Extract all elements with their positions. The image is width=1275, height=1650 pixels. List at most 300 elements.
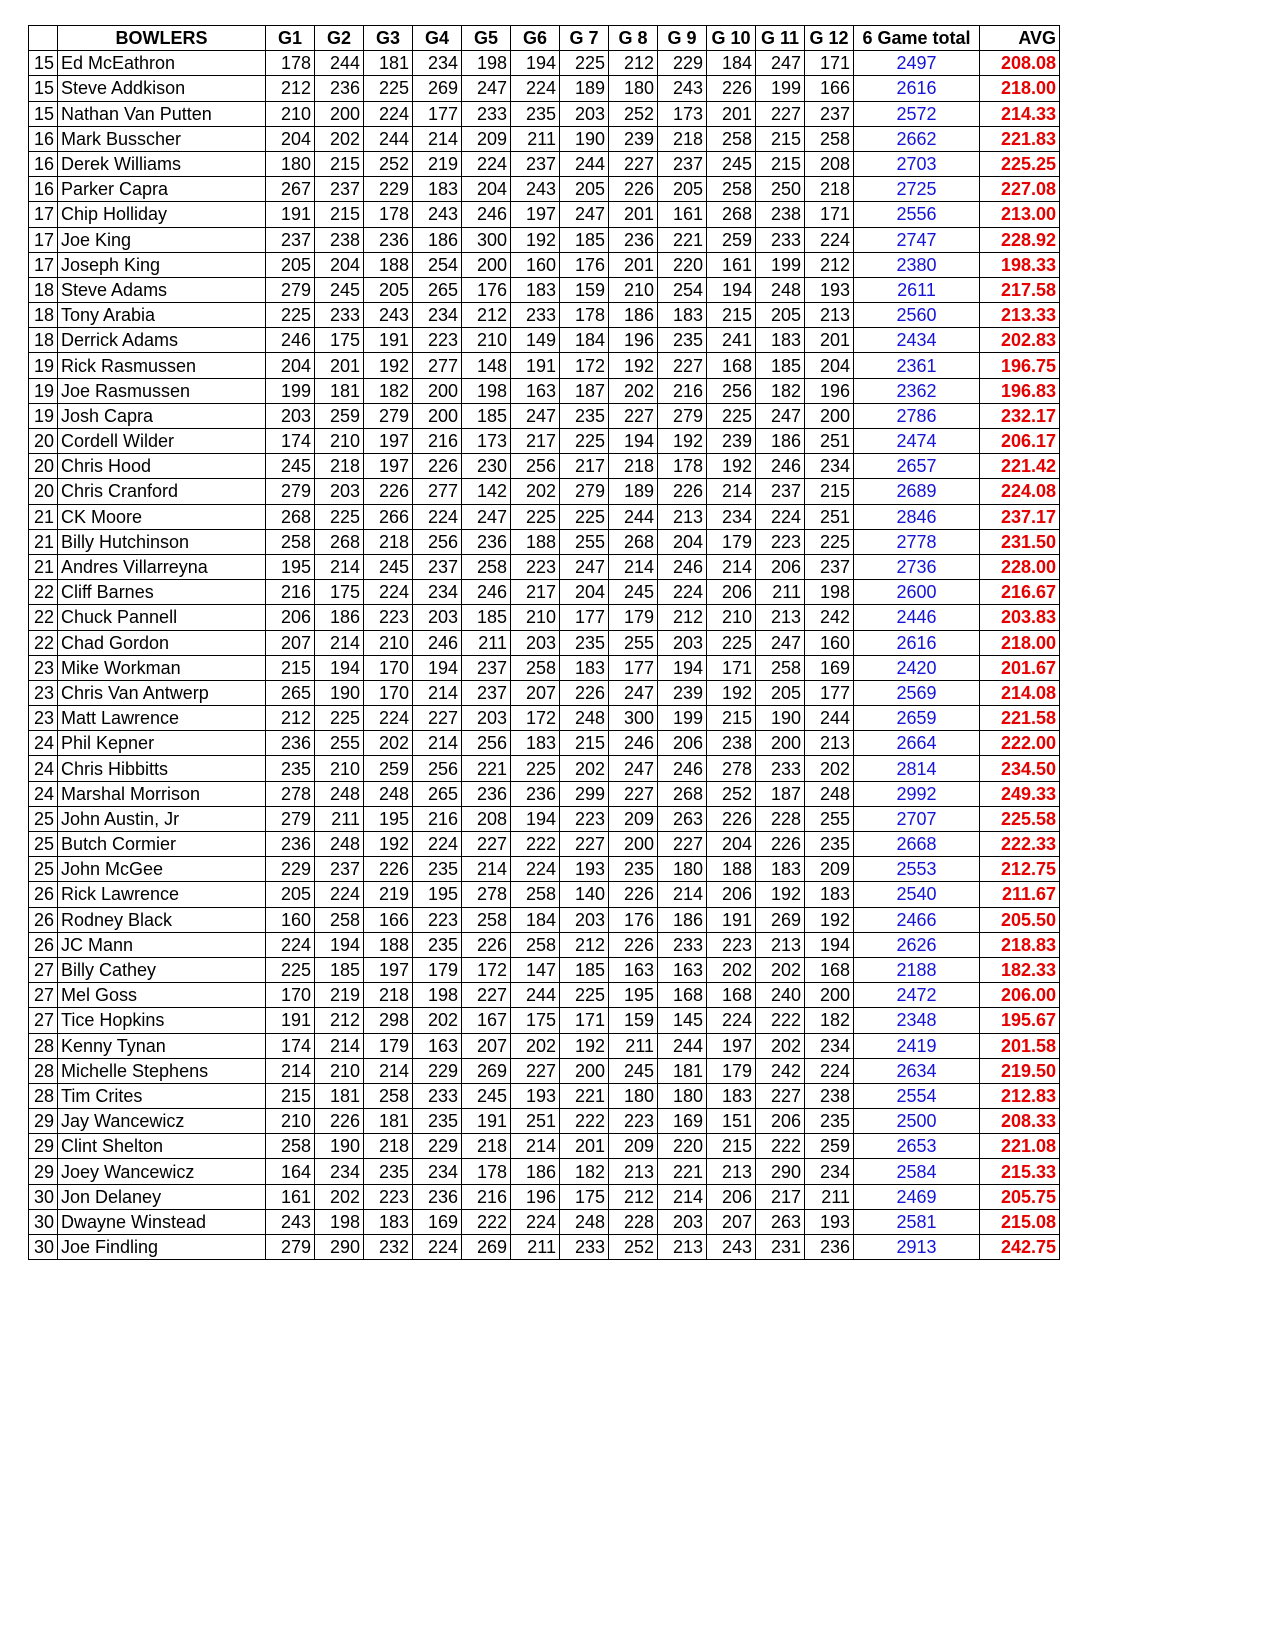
seed-cell: 19	[29, 403, 58, 428]
game-score-cell: 183	[511, 277, 560, 302]
bowler-name-cell: Jon Delaney	[58, 1184, 266, 1209]
game-score-cell: 279	[266, 277, 315, 302]
total-cell: 2600	[854, 580, 980, 605]
game-score-cell: 186	[756, 429, 805, 454]
game-score-cell: 195	[609, 983, 658, 1008]
game-score-cell: 168	[805, 957, 854, 982]
game-score-cell: 252	[609, 101, 658, 126]
game-score-cell: 224	[413, 504, 462, 529]
seed-cell: 18	[29, 328, 58, 353]
table-row	[29, 781, 1060, 806]
table-row	[29, 806, 1060, 831]
game-score-cell: 200	[560, 1058, 609, 1083]
game-score-cell: 279	[266, 806, 315, 831]
game-score-cell: 183	[805, 882, 854, 907]
game-score-cell: 214	[707, 479, 756, 504]
game-score-cell: 300	[609, 706, 658, 731]
game-score-cell: 179	[609, 605, 658, 630]
bowler-name-cell: Clint Shelton	[58, 1134, 266, 1159]
game-score-cell: 235	[511, 101, 560, 126]
game-score-cell: 200	[413, 403, 462, 428]
game-score-cell: 166	[805, 76, 854, 101]
game-score-cell: 233	[315, 303, 364, 328]
game-score-cell: 235	[266, 756, 315, 781]
total-cell: 2348	[854, 1008, 980, 1033]
game-score-cell: 171	[560, 1008, 609, 1033]
game-score-cell: 183	[658, 303, 707, 328]
game-score-cell: 258	[266, 529, 315, 554]
game-score-cell: 205	[756, 303, 805, 328]
game-score-cell: 269	[413, 76, 462, 101]
seed-cell: 20	[29, 429, 58, 454]
game-score-cell: 194	[413, 655, 462, 680]
game-score-cell: 167	[462, 1008, 511, 1033]
game-score-cell: 189	[560, 76, 609, 101]
game-score-cell: 227	[462, 832, 511, 857]
seed-cell: 17	[29, 227, 58, 252]
header-game-1: G1	[266, 26, 315, 51]
game-score-cell: 185	[560, 227, 609, 252]
game-score-cell: 202	[707, 957, 756, 982]
game-score-cell: 171	[805, 202, 854, 227]
table-row	[29, 151, 1060, 176]
table-row	[29, 76, 1060, 101]
table-row	[29, 504, 1060, 529]
game-score-cell: 248	[560, 706, 609, 731]
bowler-name-cell: CK Moore	[58, 504, 266, 529]
game-score-cell: 185	[756, 353, 805, 378]
game-score-cell: 279	[560, 479, 609, 504]
game-score-cell: 212	[266, 76, 315, 101]
game-score-cell: 278	[266, 781, 315, 806]
game-score-cell: 192	[560, 1033, 609, 1058]
game-score-cell: 196	[511, 1184, 560, 1209]
game-score-cell: 258	[462, 907, 511, 932]
avg-cell: 231.50	[980, 529, 1060, 554]
game-score-cell: 190	[756, 706, 805, 731]
game-score-cell: 189	[609, 479, 658, 504]
bowler-name-cell: Billy Cathey	[58, 957, 266, 982]
table-row	[29, 655, 1060, 680]
game-score-cell: 226	[609, 177, 658, 202]
game-score-cell: 177	[609, 655, 658, 680]
game-score-cell: 214	[511, 1134, 560, 1159]
game-score-cell: 145	[658, 1008, 707, 1033]
game-score-cell: 198	[413, 983, 462, 1008]
bowler-name-cell: Rodney Black	[58, 907, 266, 932]
header-game-8: G 8	[609, 26, 658, 51]
avg-cell: 201.67	[980, 655, 1060, 680]
game-score-cell: 207	[707, 1209, 756, 1234]
game-score-cell: 224	[364, 580, 413, 605]
seed-cell: 27	[29, 957, 58, 982]
game-score-cell: 247	[560, 202, 609, 227]
game-score-cell: 212	[609, 1184, 658, 1209]
table-row	[29, 177, 1060, 202]
game-score-cell: 226	[413, 454, 462, 479]
game-score-cell: 245	[266, 454, 315, 479]
game-score-cell: 258	[511, 932, 560, 957]
game-score-cell: 178	[462, 1159, 511, 1184]
total-cell: 2626	[854, 932, 980, 957]
game-score-cell: 206	[707, 882, 756, 907]
game-score-cell: 148	[462, 353, 511, 378]
game-score-cell: 279	[266, 479, 315, 504]
game-score-cell: 210	[707, 605, 756, 630]
game-score-cell: 181	[315, 1083, 364, 1108]
game-score-cell: 234	[805, 454, 854, 479]
game-score-cell: 192	[364, 832, 413, 857]
bowler-name-cell: Mel Goss	[58, 983, 266, 1008]
game-score-cell: 224	[707, 1008, 756, 1033]
game-score-cell: 183	[756, 328, 805, 353]
game-score-cell: 227	[609, 151, 658, 176]
game-score-cell: 234	[805, 1159, 854, 1184]
game-score-cell: 242	[805, 605, 854, 630]
game-score-cell: 191	[707, 907, 756, 932]
game-score-cell: 175	[315, 328, 364, 353]
game-score-cell: 278	[462, 882, 511, 907]
game-score-cell: 204	[266, 126, 315, 151]
game-score-cell: 214	[413, 680, 462, 705]
game-score-cell: 182	[805, 1008, 854, 1033]
game-score-cell: 252	[364, 151, 413, 176]
game-score-cell: 180	[266, 151, 315, 176]
game-score-cell: 187	[560, 378, 609, 403]
game-score-cell: 223	[756, 529, 805, 554]
game-score-cell: 227	[413, 706, 462, 731]
total-cell: 2474	[854, 429, 980, 454]
game-score-cell: 210	[609, 277, 658, 302]
game-score-cell: 240	[756, 983, 805, 1008]
table-row	[29, 202, 1060, 227]
game-score-cell: 177	[560, 605, 609, 630]
game-score-cell: 215	[315, 151, 364, 176]
game-score-cell: 234	[805, 1033, 854, 1058]
game-score-cell: 192	[364, 353, 413, 378]
avg-cell: 225.25	[980, 151, 1060, 176]
total-cell: 2992	[854, 781, 980, 806]
bowler-name-cell: Mike Workman	[58, 655, 266, 680]
game-score-cell: 193	[805, 277, 854, 302]
game-score-cell: 218	[364, 983, 413, 1008]
game-score-cell: 194	[658, 655, 707, 680]
total-cell: 2634	[854, 1058, 980, 1083]
game-score-cell: 202	[560, 756, 609, 781]
game-score-cell: 199	[658, 706, 707, 731]
avg-cell: 218.00	[980, 630, 1060, 655]
game-score-cell: 216	[462, 1184, 511, 1209]
game-score-cell: 245	[462, 1083, 511, 1108]
game-score-cell: 169	[658, 1109, 707, 1134]
game-score-cell: 225	[560, 429, 609, 454]
avg-cell: 249.33	[980, 781, 1060, 806]
game-score-cell: 212	[805, 252, 854, 277]
avg-cell: 213.33	[980, 303, 1060, 328]
game-score-cell: 225	[315, 706, 364, 731]
game-score-cell: 160	[511, 252, 560, 277]
game-score-cell: 194	[315, 932, 364, 957]
avg-cell: 221.83	[980, 126, 1060, 151]
total-cell: 2662	[854, 126, 980, 151]
game-score-cell: 231	[756, 1235, 805, 1260]
game-score-cell: 212	[462, 303, 511, 328]
game-score-cell: 224	[413, 1235, 462, 1260]
game-score-cell: 202	[511, 1033, 560, 1058]
game-score-cell: 142	[462, 479, 511, 504]
game-score-cell: 226	[315, 1109, 364, 1134]
table-row	[29, 680, 1060, 705]
game-score-cell: 197	[364, 454, 413, 479]
game-score-cell: 200	[413, 378, 462, 403]
seed-cell: 25	[29, 806, 58, 831]
seed-cell: 15	[29, 101, 58, 126]
game-score-cell: 215	[266, 1083, 315, 1108]
game-score-cell: 194	[315, 655, 364, 680]
game-score-cell: 215	[315, 202, 364, 227]
game-score-cell: 183	[707, 1083, 756, 1108]
bowler-name-cell: Ed McEathron	[58, 51, 266, 76]
game-score-cell: 250	[756, 177, 805, 202]
bowler-name-cell: Tony Arabia	[58, 303, 266, 328]
header-seed	[29, 26, 58, 51]
bowler-scores-table	[28, 25, 1060, 1260]
header-game-3: G3	[364, 26, 413, 51]
game-score-cell: 233	[756, 756, 805, 781]
game-score-cell: 238	[756, 202, 805, 227]
bowler-name-cell: Derek Williams	[58, 151, 266, 176]
bowler-name-cell: Derrick Adams	[58, 328, 266, 353]
game-score-cell: 221	[658, 227, 707, 252]
game-score-cell: 256	[462, 731, 511, 756]
game-score-cell: 215	[805, 479, 854, 504]
game-score-cell: 235	[413, 932, 462, 957]
bowler-name-cell: Jay Wancewicz	[58, 1109, 266, 1134]
game-score-cell: 203	[315, 479, 364, 504]
seed-cell: 26	[29, 932, 58, 957]
seed-cell: 17	[29, 202, 58, 227]
game-score-cell: 201	[609, 252, 658, 277]
total-cell: 2569	[854, 680, 980, 705]
game-score-cell: 229	[413, 1134, 462, 1159]
seed-cell: 26	[29, 907, 58, 932]
game-score-cell: 161	[266, 1184, 315, 1209]
game-score-cell: 269	[756, 907, 805, 932]
seed-cell: 23	[29, 655, 58, 680]
game-score-cell: 258	[511, 882, 560, 907]
game-score-cell: 246	[756, 454, 805, 479]
game-score-cell: 256	[511, 454, 560, 479]
game-score-cell: 140	[560, 882, 609, 907]
game-score-cell: 204	[315, 252, 364, 277]
table-row	[29, 303, 1060, 328]
avg-cell: 232.17	[980, 403, 1060, 428]
seed-cell: 30	[29, 1209, 58, 1234]
game-score-cell: 200	[805, 983, 854, 1008]
game-score-cell: 243	[511, 177, 560, 202]
game-score-cell: 215	[756, 151, 805, 176]
game-score-cell: 265	[266, 680, 315, 705]
table-row	[29, 1159, 1060, 1184]
game-score-cell: 206	[707, 580, 756, 605]
avg-cell: 196.83	[980, 378, 1060, 403]
game-score-cell: 228	[756, 806, 805, 831]
table-row	[29, 1033, 1060, 1058]
game-score-cell: 226	[560, 680, 609, 705]
game-score-cell: 237	[413, 554, 462, 579]
game-score-cell: 206	[707, 1184, 756, 1209]
game-score-cell: 235	[364, 1159, 413, 1184]
game-score-cell: 222	[560, 1109, 609, 1134]
game-score-cell: 258	[315, 907, 364, 932]
total-cell: 2419	[854, 1033, 980, 1058]
bowler-name-cell: Chuck Pannell	[58, 605, 266, 630]
game-score-cell: 247	[609, 756, 658, 781]
game-score-cell: 212	[609, 51, 658, 76]
total-cell: 2362	[854, 378, 980, 403]
bowler-name-cell: Cordell Wilder	[58, 429, 266, 454]
game-score-cell: 176	[609, 907, 658, 932]
bowler-name-cell: Chris Van Antwerp	[58, 680, 266, 705]
game-score-cell: 244	[364, 126, 413, 151]
game-score-cell: 200	[805, 403, 854, 428]
game-score-cell: 211	[805, 1184, 854, 1209]
seed-cell: 27	[29, 1008, 58, 1033]
seed-cell: 28	[29, 1058, 58, 1083]
game-score-cell: 180	[658, 857, 707, 882]
game-score-cell: 247	[756, 51, 805, 76]
game-score-cell: 211	[511, 126, 560, 151]
game-score-cell: 237	[266, 227, 315, 252]
bowler-name-cell: John McGee	[58, 857, 266, 882]
game-score-cell: 219	[364, 882, 413, 907]
game-score-cell: 222	[756, 1134, 805, 1159]
bowler-name-cell: Mark Busscher	[58, 126, 266, 151]
game-score-cell: 185	[560, 957, 609, 982]
game-score-cell: 237	[315, 857, 364, 882]
game-score-cell: 172	[462, 957, 511, 982]
game-score-cell: 233	[658, 932, 707, 957]
game-score-cell: 234	[315, 1159, 364, 1184]
game-score-cell: 163	[511, 378, 560, 403]
bowler-name-cell: Joey Wancewicz	[58, 1159, 266, 1184]
bowler-name-cell: JC Mann	[58, 932, 266, 957]
game-score-cell: 170	[364, 655, 413, 680]
game-score-cell: 213	[805, 731, 854, 756]
game-score-cell: 263	[658, 806, 707, 831]
avg-cell: 202.83	[980, 328, 1060, 353]
bowler-name-cell: Joe Findling	[58, 1235, 266, 1260]
game-score-cell: 224	[756, 504, 805, 529]
game-score-cell: 227	[560, 832, 609, 857]
game-score-cell: 192	[756, 882, 805, 907]
game-score-cell: 174	[266, 429, 315, 454]
header-game-6: G6	[511, 26, 560, 51]
table-row	[29, 1058, 1060, 1083]
game-score-cell: 247	[462, 76, 511, 101]
avg-cell: 198.33	[980, 252, 1060, 277]
bowler-name-cell: Billy Hutchinson	[58, 529, 266, 554]
game-score-cell: 238	[315, 227, 364, 252]
game-score-cell: 199	[756, 252, 805, 277]
seed-cell: 24	[29, 731, 58, 756]
game-score-cell: 207	[511, 680, 560, 705]
game-score-cell: 197	[364, 957, 413, 982]
game-score-cell: 207	[266, 630, 315, 655]
table-row	[29, 554, 1060, 579]
game-score-cell: 237	[658, 151, 707, 176]
game-score-cell: 223	[364, 1184, 413, 1209]
avg-cell: 221.08	[980, 1134, 1060, 1159]
seed-cell: 21	[29, 554, 58, 579]
game-score-cell: 168	[707, 983, 756, 1008]
game-score-cell: 258	[511, 655, 560, 680]
total-cell: 2420	[854, 655, 980, 680]
game-score-cell: 197	[511, 202, 560, 227]
game-score-cell: 225	[511, 756, 560, 781]
seed-cell: 25	[29, 832, 58, 857]
game-score-cell: 228	[609, 1209, 658, 1234]
game-score-cell: 205	[658, 177, 707, 202]
game-score-cell: 223	[560, 806, 609, 831]
game-score-cell: 235	[658, 328, 707, 353]
game-score-cell: 163	[413, 1033, 462, 1058]
game-score-cell: 186	[511, 1159, 560, 1184]
game-score-cell: 218	[315, 454, 364, 479]
game-score-cell: 203	[413, 605, 462, 630]
game-score-cell: 224	[658, 580, 707, 605]
game-score-cell: 229	[364, 177, 413, 202]
game-score-cell: 163	[658, 957, 707, 982]
total-cell: 2581	[854, 1209, 980, 1234]
game-score-cell: 214	[266, 1058, 315, 1083]
game-score-cell: 298	[364, 1008, 413, 1033]
total-cell: 2668	[854, 832, 980, 857]
seed-cell: 16	[29, 126, 58, 151]
game-score-cell: 179	[707, 529, 756, 554]
game-score-cell: 175	[560, 1184, 609, 1209]
avg-cell: 225.58	[980, 806, 1060, 831]
game-score-cell: 237	[805, 554, 854, 579]
total-cell: 2689	[854, 479, 980, 504]
game-score-cell: 224	[511, 857, 560, 882]
game-score-cell: 236	[462, 781, 511, 806]
bowler-name-cell: Butch Cormier	[58, 832, 266, 857]
game-score-cell: 159	[560, 277, 609, 302]
game-score-cell: 203	[511, 630, 560, 655]
bowler-name-cell: Cliff Barnes	[58, 580, 266, 605]
total-cell: 2657	[854, 454, 980, 479]
avg-cell: 222.00	[980, 731, 1060, 756]
game-score-cell: 203	[462, 706, 511, 731]
game-score-cell: 215	[707, 303, 756, 328]
game-score-cell: 225	[266, 957, 315, 982]
game-score-cell: 205	[364, 277, 413, 302]
game-score-cell: 181	[364, 51, 413, 76]
game-score-cell: 225	[315, 504, 364, 529]
table-row	[29, 126, 1060, 151]
game-score-cell: 204	[266, 353, 315, 378]
game-score-cell: 212	[658, 605, 707, 630]
game-score-cell: 195	[364, 806, 413, 831]
game-score-cell: 234	[413, 580, 462, 605]
game-score-cell: 246	[462, 580, 511, 605]
avg-cell: 214.08	[980, 680, 1060, 705]
game-score-cell: 254	[658, 277, 707, 302]
game-score-cell: 236	[462, 529, 511, 554]
game-score-cell: 161	[658, 202, 707, 227]
game-score-cell: 233	[511, 303, 560, 328]
